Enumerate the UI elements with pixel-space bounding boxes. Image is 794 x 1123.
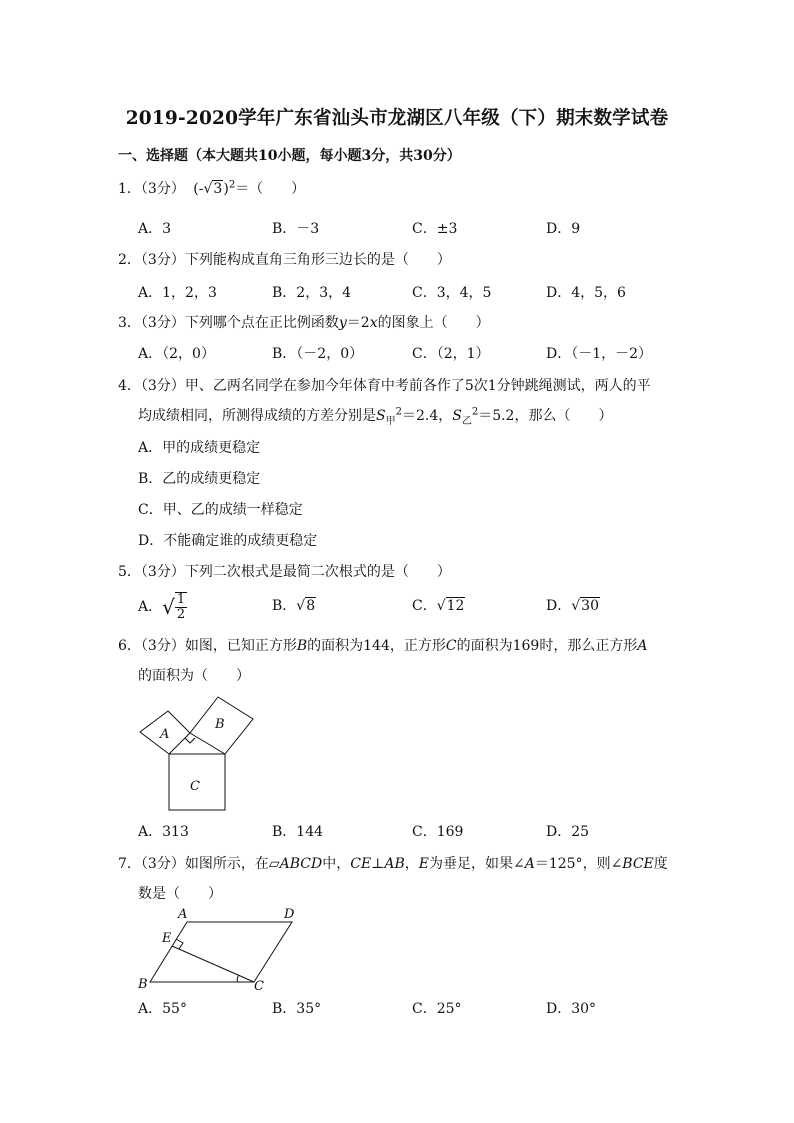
option-b[interactable]: B．√8 — [272, 598, 316, 614]
label-a: A — [160, 727, 170, 742]
question-7-stem-line1: 7．（3分）如图所示，在▱ABCD中，CE⊥AB，E为垂足，如果∠A＝125°，则∠BCE度 — [118, 856, 668, 872]
option-b[interactable]: B．乙的成绩更稳定 — [138, 471, 261, 487]
option-a[interactable]: A．甲的成绩更稳定 — [138, 440, 261, 456]
option-d[interactable]: D．√30 — [546, 598, 599, 614]
option-b[interactable]: B．（－2，0） — [272, 346, 364, 362]
option-c[interactable]: C．169 — [412, 824, 464, 840]
question-2-stem: 2．（3分）下列能构成直角三角形三边长的是（ ） — [118, 252, 451, 268]
question-6-stem-line1: 6．（3分）如图，已知正方形B的面积为144，正方形C的面积为169时，那么正方形A — [118, 638, 648, 654]
option-a[interactable]: A．55° — [138, 1001, 187, 1017]
option-d[interactable]: D．30° — [546, 1001, 597, 1017]
option-a[interactable]: A．（2，0） — [138, 346, 215, 362]
section-header: 一、选择题（本大题共10小题，每小题3分，共30分） — [118, 148, 461, 164]
option-c[interactable]: C．±3 — [412, 221, 458, 237]
question-score: （3分） — [140, 181, 185, 197]
option-d[interactable]: D．25 — [546, 824, 590, 840]
option-d[interactable]: D．4，5，6 — [546, 285, 626, 301]
option-b[interactable]: B．144 — [272, 824, 324, 840]
option-b[interactable]: B．－3 — [272, 221, 320, 237]
label-b: B — [215, 717, 225, 732]
angle-arc — [237, 975, 239, 982]
sqrt-expression: $(-√3)^2$ — [193, 179, 236, 197]
option-a[interactable]: A．313 — [138, 824, 189, 840]
label-c: C — [190, 779, 200, 794]
option-c[interactable]: C．25° — [412, 1001, 462, 1017]
question-4-stem-line2: 均成绩相同，所测得成绩的方差分别是$S_甲^2=2.4$，$S_乙^2=5.2$，那么（ ） — [138, 406, 613, 427]
question-5-stem: 5．（3分）下列二次根式是最简二次根式的是（ ） — [118, 564, 451, 580]
right-angle-mark — [185, 738, 195, 743]
option-d[interactable]: D．9 — [546, 221, 581, 237]
option-d[interactable]: D．（－1，－2） — [546, 346, 653, 362]
option-a[interactable]: A．√ $\frac{1}{2}$ — [138, 592, 186, 622]
option-c[interactable]: C．3，4，5 — [412, 285, 492, 301]
parallelogram-figure — [132, 902, 302, 994]
segment-ce — [172, 946, 254, 982]
option-c[interactable]: C．√12 — [412, 598, 465, 614]
label-c: C — [254, 979, 264, 994]
squares-figure — [130, 685, 270, 820]
question-7-stem-line2: 数是（ ） — [138, 886, 222, 902]
label-d: D — [284, 907, 295, 922]
label-e: E — [162, 931, 172, 946]
label-a: A — [178, 907, 188, 922]
paper-title: 2019-2020学年广东省汕头市龙湖区八年级（下）期末数学试卷 — [125, 108, 669, 129]
option-b[interactable]: B．35° — [272, 1001, 322, 1017]
question-1-stem: 1．（3分） $(-√3)^2=$（ ） — [118, 179, 306, 197]
option-c[interactable]: C．甲、乙的成绩一样稳定 — [138, 502, 303, 518]
question-3-stem: 3．（3分）下列哪个点在正比例函数y＝2x的图象上（ ） — [118, 315, 490, 331]
question-6-stem-line2: 的面积为（ ） — [138, 668, 250, 684]
label-b: B — [138, 977, 148, 992]
question-4-stem-line1: 4．（3分）甲、乙两名同学在参加今年体育中考前各作了5次1分钟跳绳测试，两人的平 — [118, 378, 651, 394]
option-a[interactable]: A．3 — [138, 221, 172, 237]
option-c[interactable]: C．（2，1） — [412, 346, 490, 362]
option-b[interactable]: B．2，3，4 — [272, 285, 352, 301]
option-d[interactable]: D．不能确定谁的成绩更稳定 — [138, 533, 318, 549]
option-a[interactable]: A．1，2，3 — [138, 285, 217, 301]
right-angle-mark — [176, 939, 183, 949]
question-number: 1． — [118, 181, 141, 197]
